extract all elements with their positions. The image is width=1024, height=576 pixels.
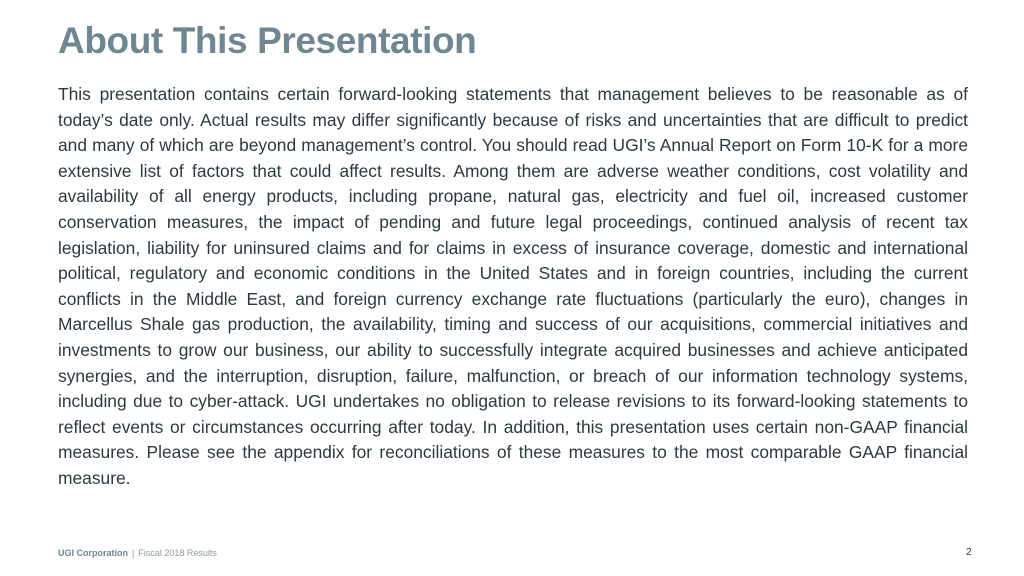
footer-company-name: UGI Corporation: [58, 548, 128, 558]
footer-subtitle: Fiscal 2018 Results: [138, 548, 217, 558]
slide-footer: [58, 548, 217, 558]
page-number: 2: [966, 547, 972, 558]
footer-separator: |: [132, 548, 135, 558]
slide-title: About This Presentation: [58, 20, 477, 61]
disclaimer-paragraph: This presentation contains certain forward-looking statements that management believes to be reasonable as of today’s date only. Actual results may differ significantly because of risks and uncertainties that are difficult to predict and many of which are beyond management’s control. You should read UGI’s Annual Report on Form 10-K for a more extensive list of factors that could affect results. Among them are adverse weather conditions, cost volatility and availability of all energy products, including propane, natural gas, electricity and fuel oil, increased customer conservation measures, the impact of pending and future legal proceedings, continued analysis of recent tax legislation, liability for uninsured claims and for claims in excess of insurance coverage, domestic and international political, regulatory and economic conditions in the United States and in foreign countries, including the current conflicts in the Middle East, and foreign currency exchange rate fluctuations (particularly the euro), changes in Marcellus Shale gas production, the availability, timing and success of our acquisitions, commercial initiatives and investments to grow our business, our ability to successfully integrate acquired businesses and achieve anticipated synergies, and the interruption, disruption, failure, malfunction, or breach of our information technology systems, including due to cyber-attack. UGI undertakes no obligation to release revisions to its forward-looking statements to reflect events or circumstances occurring after today. In addition, this presentation uses certain non-GAAP financial measures. Please see the appendix for reconciliations of these measures to the most comparable GAAP financial measure.: [58, 84, 968, 488]
